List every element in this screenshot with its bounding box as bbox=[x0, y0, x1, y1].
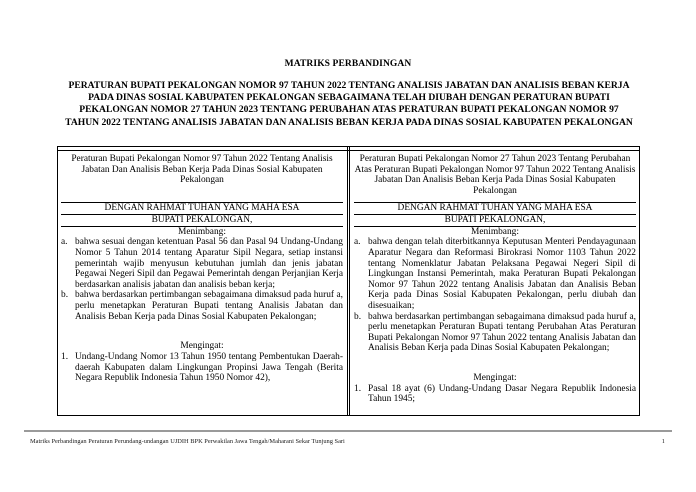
list-text: bahwa dengan telah diterbitkannya Keputusan Menteri Pendayagunaan Aparatur Negara dan Reformasi Birokrasi Nomor 1103 Tahun 2022 tentang Nomenklatur Jabatan Pelaksana Pegawai Negeri Sipil di Lingkungan Instansi Pemerintah, maka Peraturan Bupati Pekalongan Nomor 97 Tahun 2022 tentang Analisis Jabatan dan Analisis Beban Kerja pada Dinas Sosial Kabupaten Pekalongan, perlu diubah dan disesuaikan; bbox=[368, 237, 636, 311]
page-number: 1 bbox=[661, 438, 665, 445]
list-text: bahwa sesuai dengan ketentuan Pasal 56 dan Pasal 94 Undang-Undang Nomor 5 Tahun 2014 tentang Aparatur Sipil Negara, setiap instansi pemerintah wajib menyusun kebutuhan jumlah dan jenis jabatan Pegawai Negeri Sipil dan Pegawai Pemerintah dengan Perjanjian Kerja berdasarkan analisis jabatan dan analisis beban kerja; bbox=[75, 237, 343, 290]
list-marker: b. bbox=[61, 290, 69, 301]
right-column-header: Peraturan Bupati Pekalongan Nomor 27 Tahun 2023 Tentang Perubahan Atas Peraturan Bupati Pekalongan Nomor 97 Tahun 2022 Tentang Analisis Jabatan Dan Analisis Beban Kerja Pada Dinas Sosial Kabupaten Pekalongan bbox=[354, 151, 636, 203]
page-footer: Matriks Perbandingan Peraturan Perundang-undangan UJDIH BPK Perwakilan Jawa Tengah/Maharani Sekar Tunjung Sari bbox=[30, 438, 345, 445]
right-bupati-line: BUPATI PEKALONGAN, bbox=[354, 215, 636, 227]
list-text: bahwa berdasarkan pertimbangan sebagaimana dimaksud pada huruf a, perlu menetapkan Peraturan Bupati tentang Analisis Jabatan dan Analisis Beban Kerja pada Dinas Sosial Kabupaten Pekalongan; bbox=[75, 290, 343, 322]
list-marker: b. bbox=[354, 311, 362, 322]
right-menimbang-label: Menimbang: bbox=[471, 226, 519, 237]
right-menimbang-item-a bbox=[354, 237, 636, 311]
list-text: Pasal 18 ayat (6) Undang-Undang Dasar Negara Republik Indonesia Tahun 1945; bbox=[368, 383, 636, 405]
right-rahmat-line: DENGAN RAHMAT TUHAN YANG MAHA ESA bbox=[354, 203, 636, 215]
list-text: bahwa berdasarkan pertimbangan sebagaimana dimaksud pada huruf a, perlu menetapkan Peraturan Bupati tentang Perubahan Atas Peraturan Bupati Pekalongan Nomor 97 Tahun 2022 tentang Analisis Jabatan dan Analisis Beban Kerja pada Dinas Sosial Kabupaten Pekalongan; bbox=[368, 311, 636, 354]
column-divider bbox=[347, 147, 350, 415]
list-marker: 1. bbox=[61, 351, 69, 362]
right-menimbang-item-b bbox=[354, 312, 636, 354]
right-mengingat-item-1 bbox=[354, 384, 636, 405]
right-column bbox=[354, 151, 636, 415]
left-menimbang-item-a bbox=[61, 237, 343, 290]
left-mengingat-label: Mengingat: bbox=[180, 341, 224, 352]
left-column-header: Peraturan Bupati Pekalongan Nomor 97 Tahun 2022 Tentang Analisis Jabatan Dan Analisis Beban Kerja Pada Dinas Sosial Kabupaten Pekalongan bbox=[61, 151, 343, 203]
left-mengingat-item-1 bbox=[61, 352, 343, 384]
left-column bbox=[61, 151, 343, 415]
footer-divider bbox=[24, 430, 672, 432]
document-subtitle: PERATURAN BUPATI PEKALONGAN NOMOR 97 TAHUN 2022 TENTANG ANALISIS JABATAN DAN ANALISIS BEBAN KERJA PADA DINAS SOSIAL KABUPATEN PEKALONGAN SEBAGAIMANA TELAH DIUBAH DENGAN PERATURAN BUPATI PEKALONGAN NOMOR 27 TAHUN 2023 TENTANG PERUBAHAN ATAS PERATURAN BUPATI PEKALONGAN NOMOR 97 TAHUN 2022 TENTANG ANALISIS JABATAN DAN ANALISIS BEBAN KERJA PADA DINAS SOSIAL KABUPATEN PEKALONGAN bbox=[65, 80, 633, 128]
right-mengingat-label: Mengingat: bbox=[473, 372, 517, 383]
list-marker: 1. bbox=[354, 383, 362, 394]
list-marker: a. bbox=[354, 237, 361, 248]
left-rahmat-line: DENGAN RAHMAT TUHAN YANG MAHA ESA bbox=[61, 203, 343, 215]
left-bupati-line: BUPATI PEKALONGAN, bbox=[61, 215, 343, 227]
left-menimbang-label: Menimbang: bbox=[178, 226, 226, 237]
comparison-table bbox=[57, 146, 640, 416]
document-title: MATRIKS PERBANDINGAN bbox=[284, 59, 412, 69]
list-text: Undang-Undang Nomor 13 Tahun 1950 tentang Pembentukan Daerah-daerah Kabupaten dalam Lingkungan Propinsi Jawa Tengah (Berita Negara Republik Indonesia Tahun 1950 Nomor 42), bbox=[75, 351, 343, 384]
left-menimbang-item-b bbox=[61, 290, 343, 322]
list-marker: a. bbox=[61, 237, 68, 248]
